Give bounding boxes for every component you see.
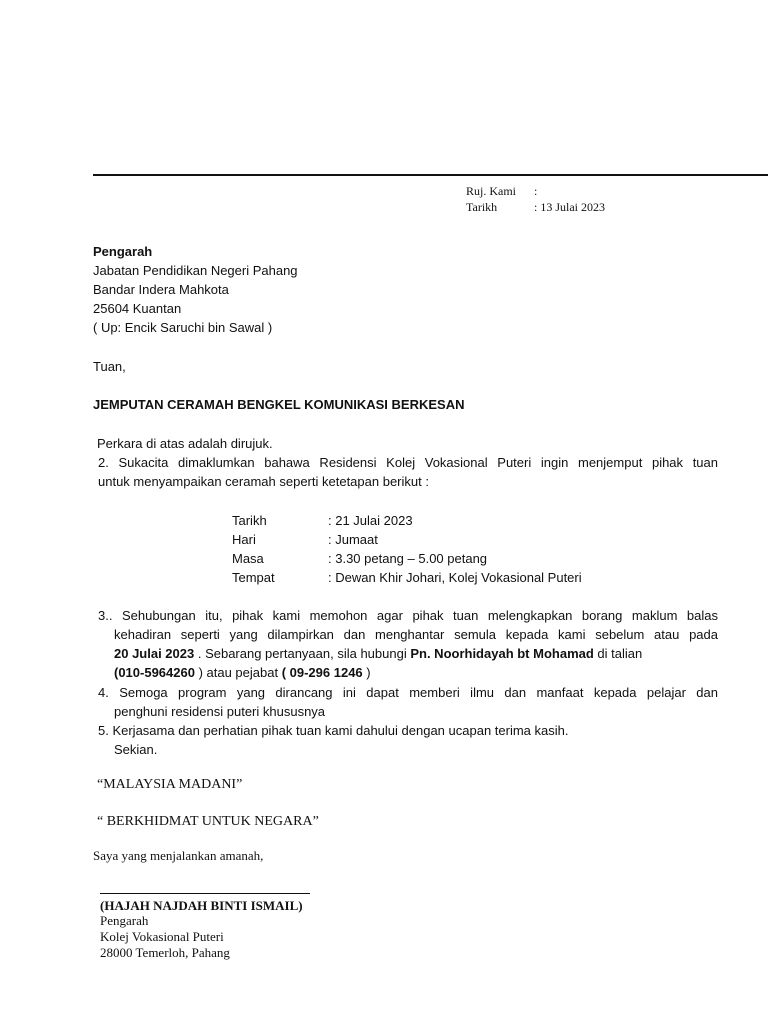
paragraph-3-text: . Sebarang pertanyaan, sila hubungi	[194, 646, 411, 661]
recipient-line: ( Up: Encik Saruchi bin Sawal )	[93, 320, 273, 335]
recipient-line: 25604 Kuantan	[93, 301, 182, 316]
paragraph-1: Perkara di atas adalah dirujuk.	[97, 436, 273, 451]
subject-heading: JEMPUTAN CERAMAH BENGKEL KOMUNIKASI BERKESAN	[93, 397, 465, 412]
signatory-name: (HAJAH NAJDAH BINTI ISMAIL)	[100, 898, 303, 913]
header-rule	[93, 174, 768, 176]
recipient-title: Pengarah	[93, 244, 153, 259]
date-label: Tarikh	[466, 200, 498, 214]
date-value: : 13 Julai 2023	[534, 200, 605, 214]
paragraph-2-line: 2. Sukacita dimaklumkan bahawa Residensi Kolej Vokasional Puteri ingin menjemput pihak tuan	[98, 455, 718, 470]
paragraph-3-line	[114, 665, 371, 680]
paragraph-3-text: di talian	[593, 646, 643, 661]
deadline-date: 20 Julai 2023	[114, 646, 195, 661]
contact-name: Pn. Noorhidayah bt Mohamad	[410, 646, 594, 661]
detail-value: : 3.30 petang – 5.00 petang	[328, 551, 488, 566]
salutation: Tuan,	[93, 359, 126, 374]
recipient-line: Jabatan Pendidikan Negeri Pahang	[93, 263, 298, 278]
detail-label: Tarikh	[232, 513, 267, 528]
slogan-malaysia-madani: “MALAYSIA MADANI”	[97, 777, 243, 792]
paragraph-4-line: 4. Semoga program yang dirancang ini dapat memberi ilmu dan manfaat kepada pelajar dan	[98, 685, 718, 700]
detail-label: Hari	[232, 532, 256, 547]
ref-value: :	[534, 184, 538, 198]
ref-label: Ruj. Kami	[466, 184, 516, 198]
detail-value: : Jumaat	[328, 532, 378, 547]
signatory-line: 28000 Temerloh, Pahang	[100, 945, 230, 960]
paragraph-3-line: kehadiran seperti yang dilampirkan dan menghantar semula kepada kami sebelum atau pada	[114, 627, 718, 642]
detail-value: : 21 Julai 2023	[328, 513, 413, 528]
paragraph-4-line: penghuni residensi puteri khususnya	[114, 704, 326, 719]
contact-phone: (010-5964260	[114, 665, 195, 680]
signatory-line: Pengarah	[100, 913, 149, 928]
detail-value: : Dewan Khir Johari, Kolej Vokasional Puteri	[328, 570, 582, 585]
signature-line	[100, 893, 310, 894]
detail-label: Tempat	[232, 570, 275, 585]
paragraph-3-line	[114, 646, 642, 661]
recipient-line: Bandar Indera Mahkota	[93, 282, 229, 297]
slogan-berkhidmat: “ BERKHIDMAT UNTUK NEGARA”	[97, 814, 319, 829]
paragraph-3-text: )	[362, 665, 371, 680]
paragraph-2-line: untuk menyampaikan ceramah seperti ketetapan berikut :	[98, 474, 429, 489]
detail-label: Masa	[232, 551, 264, 566]
office-phone: ( 09-296 1246	[281, 665, 363, 680]
sekian: Sekian.	[114, 742, 158, 757]
closing-line: Saya yang menjalankan amanah,	[93, 848, 264, 863]
paragraph-3-line: 3.. Sehubungan itu, pihak kami memohon agar pihak tuan melengkapkan borang maklum balas	[98, 608, 718, 623]
paragraph-5: 5. Kerjasama dan perhatian pihak tuan kami dahului dengan ucapan terima kasih.	[98, 723, 569, 738]
signatory-line: Kolej Vokasional Puteri	[100, 929, 224, 944]
paragraph-3-text: ) atau pejabat	[194, 665, 282, 680]
